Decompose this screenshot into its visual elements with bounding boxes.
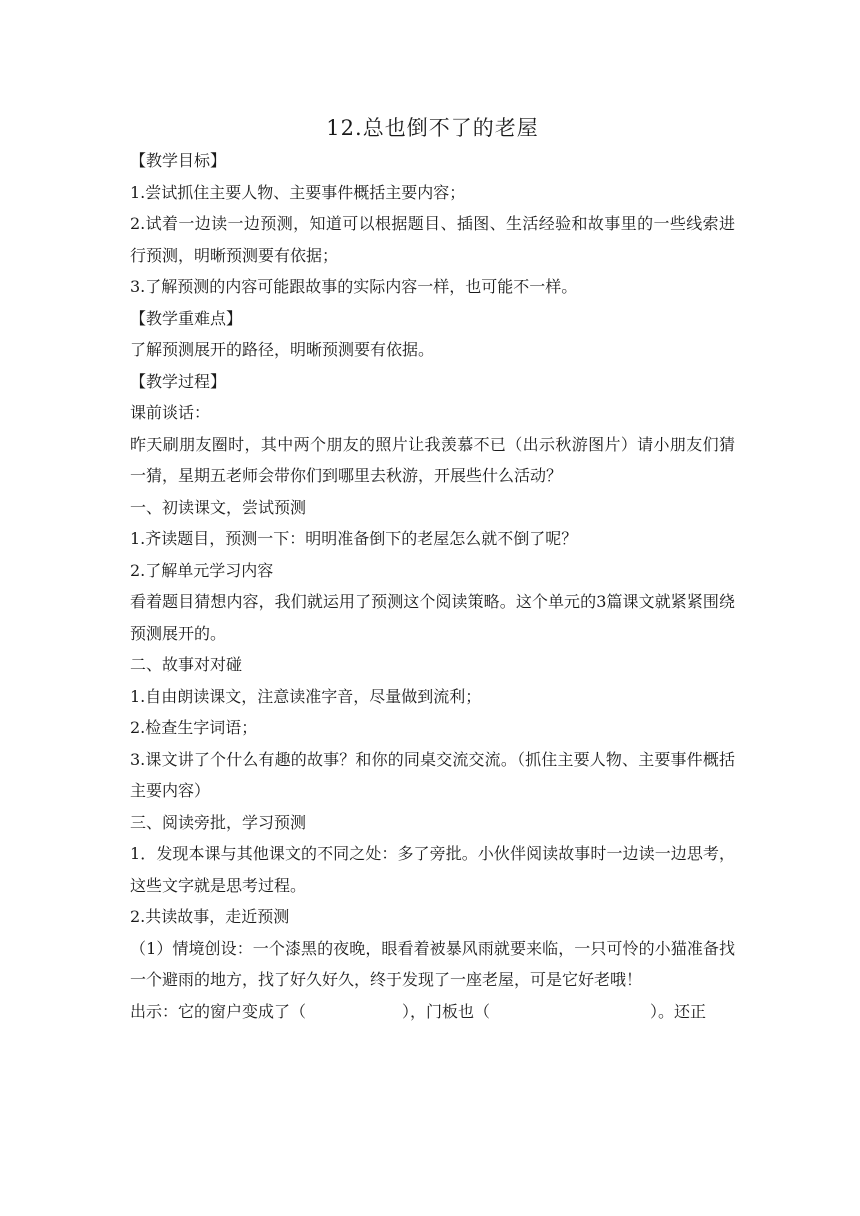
pre-class-talk-text: 昨天刷朋友圈时，其中两个朋友的照片让我羡慕不已（出示秋游图片）请小朋友们猜一猜，星期五老师会带你们到哪里去秋游，开展些什么活动？ bbox=[130, 434, 735, 485]
part-2-heading: 二、故事对对碰 bbox=[130, 655, 243, 674]
part-1-item-2-text: 看着题目猜想内容，我们就运用了预测这个阅读策略。这个单元的3篇课文就紧紧围绕预测展开的。 bbox=[130, 592, 735, 643]
document-body bbox=[130, 112, 735, 1027]
document-title: 12.总也倒不了的老屋 bbox=[326, 116, 539, 140]
fill-in-sentence bbox=[130, 996, 735, 1028]
part-1-item-2: 2.了解单元学习内容 bbox=[130, 560, 274, 580]
objective-2: 2.试着一边读一边预测，知道可以根据题目、插图、生活经验和故事里的一些线索进行预测，明晰预测要有依据； bbox=[130, 214, 735, 265]
fill-in-part-3: ）。还正 bbox=[650, 1001, 707, 1021]
part-3-scenario: （1）情境创设：一个漆黑的夜晚，眼看着被暴风雨就要来临，一只可怜的小猫准备找一个避雨的地方，找了好久好久，终于发现了一座老屋，可是它好老哦！ bbox=[130, 938, 735, 989]
section-heading-objectives: 【教学目标】 bbox=[130, 151, 227, 170]
part-2-item-2: 2.检查生字词语； bbox=[130, 718, 258, 737]
pre-class-talk-label: 课前谈话： bbox=[130, 403, 211, 422]
part-3-item-2: 2.共读故事，走近预测 bbox=[130, 907, 290, 926]
part-3-item-1: 1．发现本课与其他课文的不同之处：多了旁批。小伙伴阅读故事时一边读一边思考，这些文字就是思考过程。 bbox=[130, 844, 735, 895]
objective-1: 1.尝试抓住主要人物、主要事件概括主要内容； bbox=[130, 182, 466, 202]
part-2-item-3: 3.课文讲了个什么有趣的故事？和你的同桌交流交流。（抓住主要人物、主要事件概括主要内容） bbox=[130, 749, 735, 800]
fill-in-part-1: 出示：它的窗户变成了（ bbox=[130, 1001, 307, 1021]
section-heading-key-points: 【教学重难点】 bbox=[130, 308, 243, 328]
part-3-heading: 三、阅读旁批，学习预测 bbox=[130, 812, 307, 832]
part-1-heading: 一、初读课文，尝试预测 bbox=[130, 497, 307, 517]
part-2-item-1: 1.自由朗读课文，注意读准字音，尽量做到流利； bbox=[130, 686, 482, 706]
objective-3: 3.了解预测的内容可能跟故事的实际内容一样，也可能不一样。 bbox=[130, 277, 578, 296]
key-points-text: 了解预测展开的路径，明晰预测要有依据。 bbox=[130, 340, 435, 359]
section-heading-process: 【教学过程】 bbox=[130, 371, 227, 391]
fill-in-part-2: ），门板也（ bbox=[402, 1001, 491, 1021]
part-1-item-1: 1.齐读题目，预测一下：明明准备倒下的老屋怎么就不倒了呢？ bbox=[130, 529, 578, 548]
